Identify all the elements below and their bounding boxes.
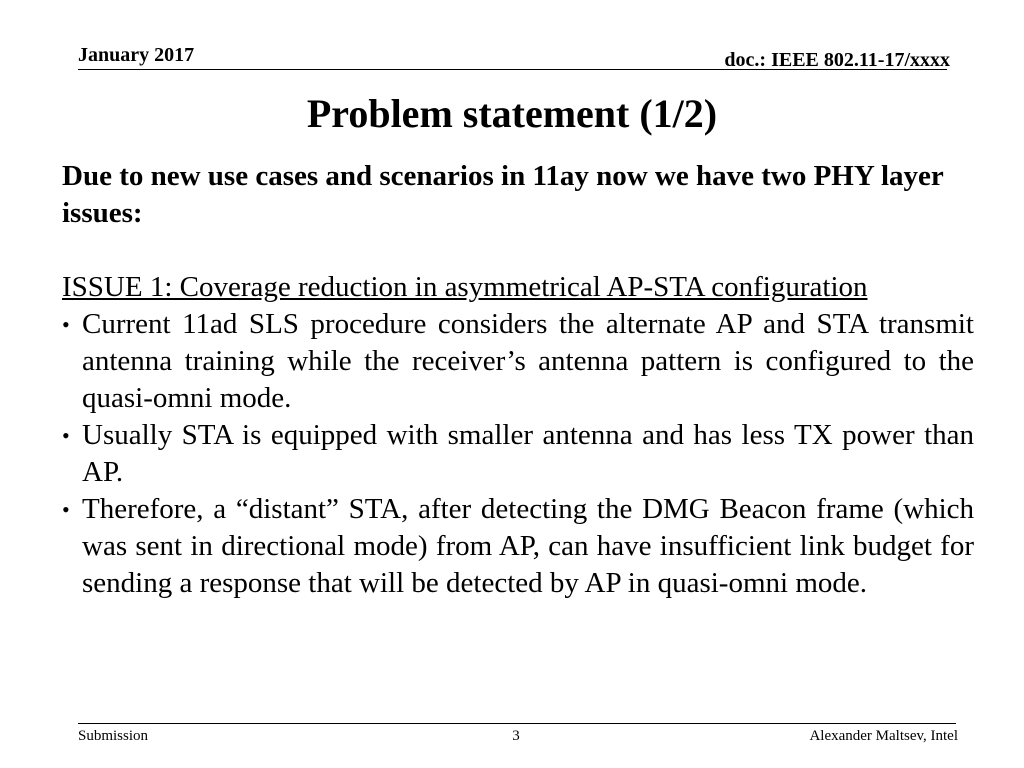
bullet-list: [62, 306, 974, 602]
bullet-text: Current 11ad SLS procedure considers the alternate AP and STA transmit antenna training while the receiver’s antenna pattern is configured to the quasi-omni mode.: [82, 308, 974, 414]
bullet-item: [62, 417, 974, 491]
footer-author: Alexander Maltsev, Intel: [809, 728, 958, 744]
bullet-text: Usually STA is equipped with smaller antenna and has less TX power than AP.: [82, 419, 974, 488]
spacer: [62, 232, 974, 269]
slide-content: [62, 158, 974, 602]
bullet-dot-icon: •: [62, 312, 70, 337]
bullet-dot-icon: •: [62, 423, 70, 448]
bullet-text: Therefore, a “distant” STA, after detecting the DMG Beacon frame (which was sent in directional mode) from AP, can have insufficient link budget for sending a response that will be detected by AP in quasi-omni mode.: [82, 493, 974, 599]
slide-title: Problem statement (1/2): [306, 91, 718, 136]
footer-page-number: 3: [512, 728, 520, 744]
footer-rule: [78, 723, 956, 724]
bullet-dot-icon: •: [62, 497, 70, 522]
issue-heading: ISSUE 1: Coverage reduction in asymmetrical AP-STA configuration: [62, 271, 868, 303]
header-rule: [78, 69, 947, 70]
bullet-item: [62, 491, 974, 602]
header-doc-id: doc.: IEEE 802.11-17/xxxx: [724, 49, 950, 71]
bullet-item: [62, 306, 974, 417]
intro-text: Due to new use cases and scenarios in 11ay now we have two PHY layer issues:: [62, 160, 944, 229]
footer-submission: Submission: [78, 728, 149, 744]
header-date: January 2017: [78, 44, 195, 66]
